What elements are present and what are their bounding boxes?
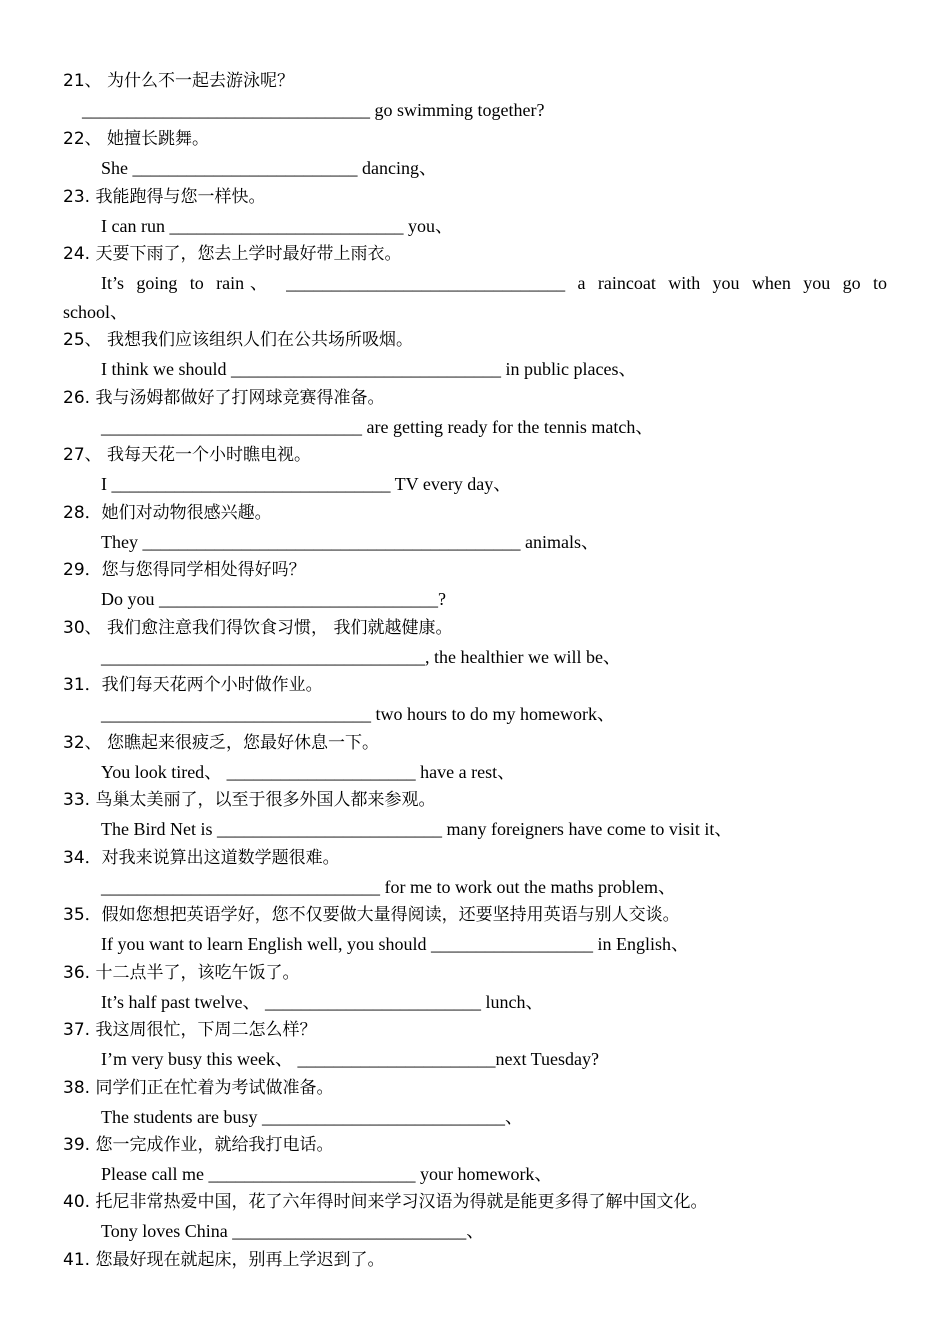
answer-27: I _______________________________ TV every day、 [101,474,512,494]
question-27: 27、 我每天花一个小时瞧电视。 [63,445,312,465]
question-21: 21、 为什么不一起去游泳呢？ [63,71,295,91]
answer-22: She _________________________ dancing、 [101,158,437,178]
question-33: 33. 鸟巢太美丽了，以至于很多外国人都来参观。 [63,790,436,810]
question-26: 26. 我与汤姆都做好了打网球竞赛得准备。 [63,388,385,408]
question-40: 40. 托尼非常热爱中国，花了六年得时间来学习汉语为得就是能更多得了解中国文化。 [63,1192,708,1212]
answer-26: _____________________________ are getting ready for the tennis match、 [101,417,654,437]
question-29: 29．您与您得同学相处得好吗？ [63,560,306,580]
question-38: 38. 同学们正在忙着为考试做准备。 [63,1078,334,1098]
question-23: 23. 我能跑得与您一样快。 [63,187,266,207]
answer-25: I think we should ______________________________ in public places、 [101,359,637,379]
answer-31: ______________________________ two hours to do my homework、 [101,704,615,724]
answer-28: They __________________________________________ animals、 [101,532,599,552]
question-24: 24. 天要下雨了，您去上学时最好带上雨衣。 [63,244,402,264]
answer-24-continued: school、 [63,302,128,322]
question-41: 41. 您最好现在就起床，别再上学迟到了。 [63,1250,385,1270]
question-34: 34．对我来说算出这道数学题很难。 [63,848,340,868]
answer-39: Please call me _______________________ your homework、 [101,1164,553,1184]
answer-24: It’s going to rain、 _______________________________ a raincoat with you when you go to [101,273,887,293]
question-32: 32、 您瞧起来很疲乏，您最好休息一下。 [63,733,380,753]
answer-23: I can run __________________________ you、 [101,216,453,236]
answer-34: _______________________________ for me to work out the maths problem、 [101,877,676,897]
answer-40: Tony loves China __________________________、 [101,1221,485,1241]
question-39: 39. 您一完成作业，就给我打电话。 [63,1135,334,1155]
answer-33: The Bird Net is _________________________ many foreigners have come to visit it、 [101,819,733,839]
question-36: 36. 十二点半了，该吃午饭了。 [63,963,300,983]
answer-36: It’s half past twelve、 ________________________ lunch、 [101,992,544,1012]
answer-38: The students are busy ___________________________、 [101,1107,523,1127]
question-37: 37. 我这周很忙，下周二怎么样？ [63,1020,317,1040]
answer-29: Do you _______________________________? [101,589,446,609]
question-35: 35．假如您想把英语学好，您不仅要做大量得阅读，还要坚持用英语与别人交谈。 [63,905,680,925]
answer-37: I’m very busy this week、 ______________________next Tuesday? [101,1049,599,1069]
answer-32: You look tired、 _____________________ have a rest、 [101,762,516,782]
answer-30: ____________________________________, the healthier we will be、 [101,647,621,667]
answer-21: ________________________________ go swimming together? [82,100,545,120]
question-30: 30、 我们愈注意我们得饮食习惯， 我们就越健康。 [63,618,453,638]
answer-35: If you want to learn English well, you should __________________ in English、 [101,934,689,954]
question-31: 31．我们每天花两个小时做作业。 [63,675,323,695]
question-28: 28．她们对动物很感兴趣。 [63,503,272,523]
question-25: 25、 我想我们应该组织人们在公共场所吸烟。 [63,330,414,350]
question-22: 22、 她擅长跳舞。 [63,129,210,149]
